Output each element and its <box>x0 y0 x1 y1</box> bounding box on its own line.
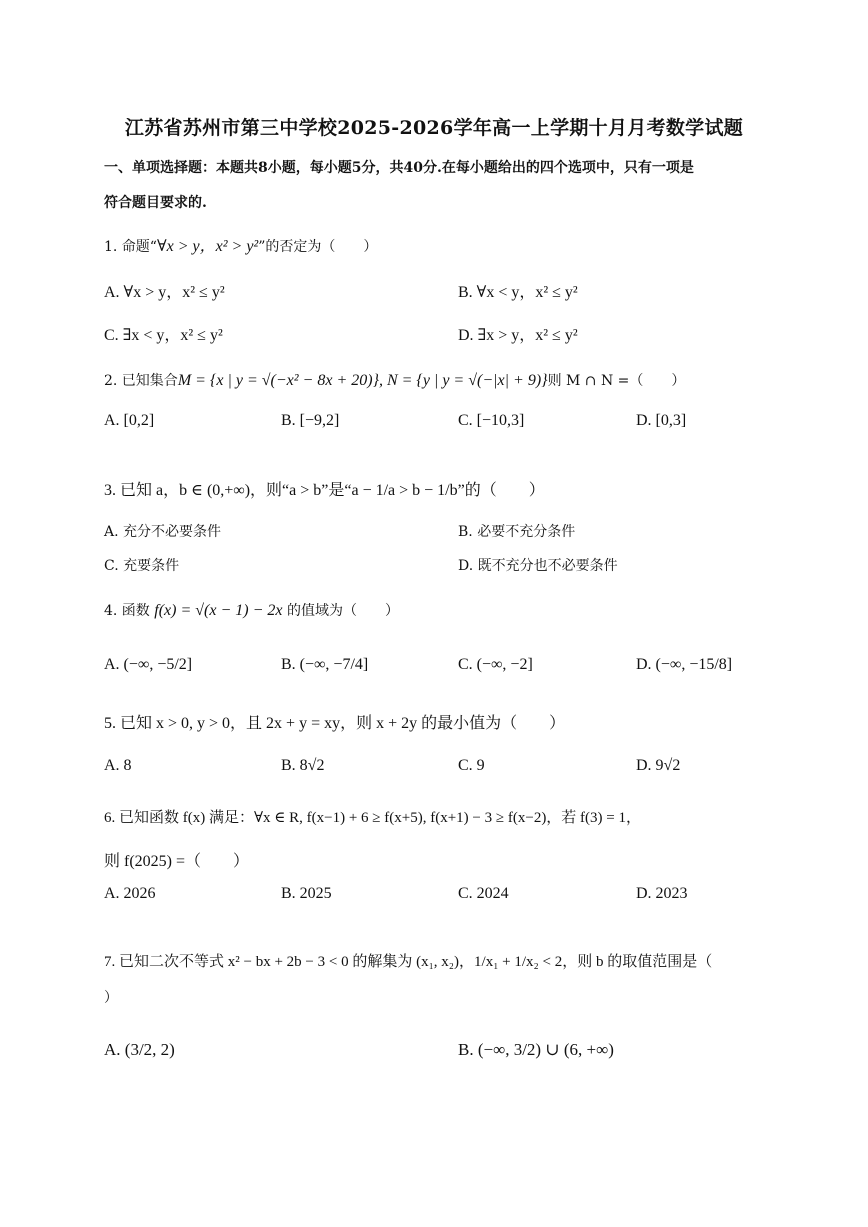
q4-stem-prefix: 4. 函数 <box>104 603 150 619</box>
q3-option-d: D. 既不充分也不必要条件 <box>458 558 618 574</box>
question-1-stem <box>104 233 377 256</box>
q5-option-d: D. 9√2 <box>636 757 681 774</box>
q1-stem-prefix: 1. 命题“ <box>104 239 157 255</box>
q6-option-a: A. 2026 <box>104 885 156 902</box>
q1-option-d: D. ∃x > y，x² ≤ y² <box>458 327 578 344</box>
q4-option-b: B. (−∞, −7/4] <box>281 656 369 673</box>
q1-math: ∀x > y，x² > y² <box>156 238 259 255</box>
q1-option-b: B. ∀x < y，x² ≤ y² <box>458 284 578 301</box>
exam-title: 江苏省苏州市第三中学校2025-2026学年高一上学期十月月考数学试题 <box>124 117 744 139</box>
question-3-stem <box>104 477 545 500</box>
q2-option-b: B. [−9,2] <box>281 412 340 429</box>
section-heading-line1: 一、单项选择题：本题共8小题，每小题5分，共40分.在每小题给出的四个选项中，只有一项是 <box>104 160 694 176</box>
q2-stem-prefix: 2. 已知集合 <box>104 373 178 389</box>
q4-option-a: A. (−∞, −5/2] <box>104 656 193 673</box>
question-6-stem-line1: 6. 已知函数 f(x) 满足：∀x ∈ R, f(x−1) + 6 ≥ f(x+5), f(x+1) − 3 ≥ f(x−2)，若 f(3) = 1， <box>104 810 642 826</box>
q2-stem-suffix: 则 M ∩ N =（ ） <box>547 373 686 389</box>
q1-option-c: C. ∃x < y，x² ≤ y² <box>104 327 223 344</box>
q2-math: M = {x | y = √(−x² − 8x + 20)}, N = {y | y = √(−|x| + 9)} <box>177 372 548 389</box>
question-7-stem-line2: ） <box>104 990 118 1006</box>
q2-option-a: A. [0,2] <box>104 412 155 429</box>
q4-math: f(x) = √(x − 1) − 2x <box>154 602 283 619</box>
q3-option-b: B. 必要不充分条件 <box>458 524 576 540</box>
q1-option-a: A. ∀x > y，x² ≤ y² <box>104 284 225 301</box>
question-6-stem-line2: 则 f(2025) =（ ） <box>104 853 250 870</box>
q2-option-c: C. [−10,3] <box>458 412 525 429</box>
q5-option-b: B. 8√2 <box>281 757 325 774</box>
q4-option-d: D. (−∞, −15/8] <box>636 656 733 673</box>
q6-option-d: D. 2023 <box>636 885 688 902</box>
q2-option-d: D. [0,3] <box>636 412 687 429</box>
q3-option-a: A. 充分不必要条件 <box>104 524 222 540</box>
q7-option-a: A. (3/2, 2) <box>104 1040 175 1059</box>
q3-option-c: C. 充要条件 <box>104 558 180 574</box>
q1-stem-suffix: ”的否定为（ ） <box>258 239 378 255</box>
q6-option-b: B. 2025 <box>281 885 332 902</box>
question-2-stem <box>104 370 685 390</box>
question-7-stem-line1: 7. 已知二次不等式 x² − bx + 2b − 3 < 0 的解集为 (x₁, x₂)，1/x₁ + 1/x₂ < 2，则 b 的取值范围是（ <box>104 954 713 970</box>
question-4-stem <box>104 600 399 620</box>
question-5-stem: 5. 已知 x > 0, y > 0，且 2x + y = xy，则 x + 2y 的最小值为（ ） <box>104 715 566 732</box>
q6-option-c: C. 2024 <box>458 885 509 902</box>
q5-option-a: A. 8 <box>104 757 132 774</box>
q4-option-c: C. (−∞, −2] <box>458 656 533 673</box>
q7-option-b: B. (−∞, 3/2) ∪ (6, +∞) <box>458 1040 614 1059</box>
q4-stem-suffix: 的值域为（ ） <box>286 603 399 619</box>
section-heading-line2: 符合题目要求的. <box>104 195 207 211</box>
q3-stem: 3. 已知 a，b ∈ (0,+∞)，则“a > b”是“a − 1/a > b − 1/b”的（ ） <box>104 482 545 499</box>
q5-option-c: C. 9 <box>458 757 485 774</box>
